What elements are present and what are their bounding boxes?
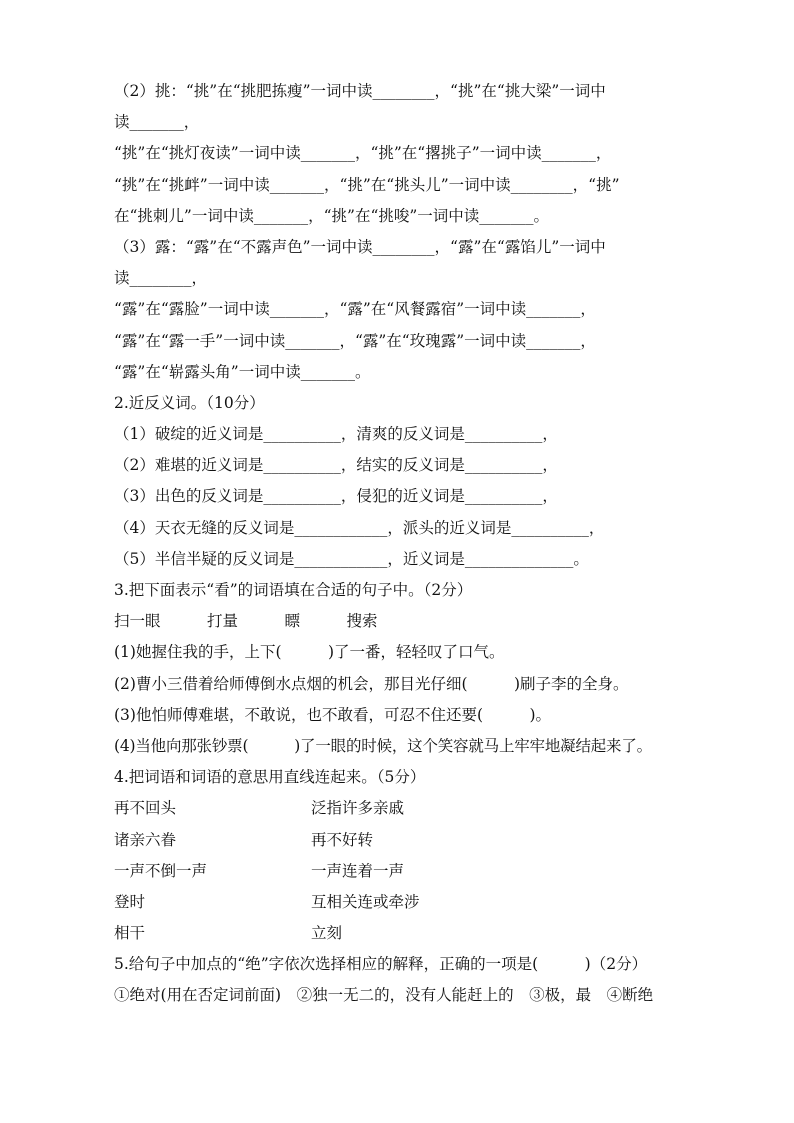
q3-sentence-3: (3)他怕师傅难堪，不敢说，也不敢看，可忍不住还要( )。 [114, 705, 552, 724]
q2-item-2: （2）难堪的近义词是__________，结实的反义词是__________， [114, 456, 558, 475]
match-row [114, 793, 714, 824]
match-row [114, 887, 714, 918]
q3-sentence-2: (2)曹小三借着给师傅倒水点烟的机会，那目光仔细( )刷子李的全身。 [114, 674, 629, 693]
q1-3-line-4: “露”在“露一手”一词中读_______，“露”在“玫瑰露”一词中读_______， [114, 331, 596, 350]
q3-sentence-4: (4)当他向那张钞票( )了一眼的时候，这个笑容就马上牢牢地凝结起来了。 [114, 736, 652, 755]
match-meaning: 泛指许多亲戚 [311, 799, 405, 818]
q1-2-line-5: 在“挑刺儿”一词中读_______，“挑”在“挑唆”一词中读_______。 [114, 206, 550, 225]
q4-heading: 4.把词语和词语的意思用直线连起来。（5分） [114, 768, 426, 787]
match-word: 相干 [114, 924, 146, 943]
q1-3-line-5: “露”在“崭露头角”一词中读_______。 [114, 362, 371, 381]
q5-stem: 5.给句子中加点的“绝”字依次选择相应的解释，正确的一项是( )（2分） [114, 955, 648, 974]
match-meaning: 立刻 [311, 924, 343, 943]
q3-heading: 3.把下面表示“看”的词语填在合适的句子中。（2分） [114, 581, 473, 599]
worksheet-content [114, 76, 714, 1012]
q2-item-5: （5）半信半疑的反义词是____________，近义词是______________。 [114, 549, 589, 568]
q2-heading: 2.近反义词。（10分） [114, 393, 265, 412]
match-meaning: 互相关连或牵涉 [311, 892, 420, 911]
q1-3-line-3: “露”在“露脸”一词中读_______，“露”在“风餐露宿”一词中读_______， [114, 300, 596, 319]
match-row [114, 856, 714, 887]
match-word: 一声不倒一声 [114, 861, 208, 880]
q1-2-line-2: 读_______， [114, 113, 200, 132]
q2-item-3: （3）出色的反义词是__________，侵犯的近义词是__________， [114, 487, 558, 506]
match-word: 登时 [114, 892, 146, 911]
q1-3-line-1: （3）露：“露”在“不露声色”一词中读________，“露”在“露馅儿”一词中 [114, 237, 606, 256]
q5-options: ①绝对(用在否定词前面) ②独一无二的，没有人能赶上的 ③极，最 ④断绝 [114, 986, 654, 1005]
q3-sentence-1: (1)她握住我的手，上下( )了一番，轻轻叹了口气。 [114, 643, 505, 662]
match-meaning: 再不好转 [311, 830, 374, 849]
q2-item-1: （1）破绽的近义词是__________，清爽的反义词是__________， [114, 425, 558, 444]
q1-3-line-2: 读________， [114, 269, 208, 288]
q2-item-4: （4）天衣无缝的反义词是____________，派头的近义词是__________， [114, 518, 605, 537]
match-meaning: 一声连着一声 [311, 861, 405, 880]
q3-word-bank: 扫一眼 打量 瞟 搜索 [114, 612, 378, 631]
match-word: 再不回头 [114, 799, 177, 818]
match-row [114, 825, 714, 856]
match-word: 诸亲六眷 [114, 830, 177, 849]
q1-2-line-1: （2）挑：“挑”在“挑肥拣瘦”一词中读________，“挑”在“挑大梁”一词中 [114, 82, 606, 100]
q1-2-line-4: “挑”在“挑衅”一词中读_______，“挑”在“挑头儿”一词中读________，“挑” [114, 175, 620, 194]
match-row [114, 918, 714, 949]
q1-2-line-3: “挑”在“挑灯夜读”一词中读_______，“挑”在“撂挑子”一词中读_______， [114, 144, 612, 163]
